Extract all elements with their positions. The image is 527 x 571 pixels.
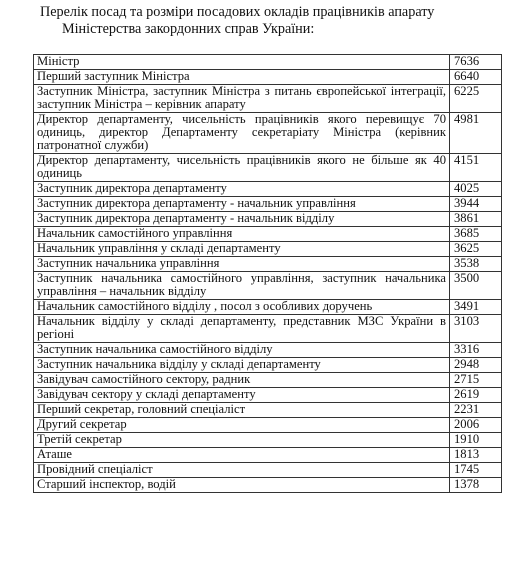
- table-row: [34, 478, 502, 493]
- table-row: [34, 373, 502, 388]
- table-row: [34, 448, 502, 463]
- position-cell: Начальник управління у складі департаменту: [34, 242, 450, 257]
- salary-cell: 3500: [450, 272, 502, 300]
- position-cell: Аташе: [34, 448, 450, 463]
- position-cell: Заступник начальника відділу у складі департаменту: [34, 358, 450, 373]
- position-cell: Заступник директора департаменту - начальник відділу: [34, 212, 450, 227]
- salary-cell: 2619: [450, 388, 502, 403]
- document-title-line-2: Міністерства закордонних справ України:: [62, 21, 315, 37]
- salary-cell: 6640: [450, 70, 502, 85]
- salary-cell: 1910: [450, 433, 502, 448]
- table-row: [34, 433, 502, 448]
- salary-cell: 4025: [450, 182, 502, 197]
- position-cell: Заступник директора департаменту: [34, 182, 450, 197]
- table-row: [34, 242, 502, 257]
- position-cell: Заступник директора департаменту - начальник управління: [34, 197, 450, 212]
- salary-cell: 2715: [450, 373, 502, 388]
- position-cell: Перший секретар, головний спеціаліст: [34, 403, 450, 418]
- table-row: [34, 257, 502, 272]
- table-row: [34, 113, 502, 154]
- positions-salary-table: [33, 54, 502, 493]
- document-title: [40, 4, 480, 38]
- position-cell: Заступник начальника управління: [34, 257, 450, 272]
- position-cell: Міністр: [34, 55, 450, 70]
- salary-cell: 7636: [450, 55, 502, 70]
- position-cell: Начальник відділу у складі департаменту, представник МЗС України в регіоні: [34, 315, 450, 343]
- position-cell: Старший інспектор, водій: [34, 478, 450, 493]
- table-row: [34, 212, 502, 227]
- table-row: [34, 85, 502, 113]
- position-cell: Завідувач сектору у складі департаменту: [34, 388, 450, 403]
- table-row: [34, 463, 502, 478]
- table-row: [34, 343, 502, 358]
- salary-cell: 3861: [450, 212, 502, 227]
- table-row: [34, 197, 502, 212]
- position-cell: Другий секретар: [34, 418, 450, 433]
- salary-cell: 4151: [450, 154, 502, 182]
- table-row: [34, 403, 502, 418]
- salary-cell: 3625: [450, 242, 502, 257]
- position-cell: Завідувач самостійного сектору, радник: [34, 373, 450, 388]
- salary-cell: 3491: [450, 300, 502, 315]
- table-row: [34, 272, 502, 300]
- position-cell: Заступник Міністра, заступник Міністра з питань європейської інтеграції, заступник Міністра – керівник апарату: [34, 85, 450, 113]
- table-row: [34, 300, 502, 315]
- table-row: [34, 418, 502, 433]
- table-row: [34, 358, 502, 373]
- salary-cell: 1745: [450, 463, 502, 478]
- salary-cell: 2006: [450, 418, 502, 433]
- table-row: [34, 70, 502, 85]
- position-cell: Провідний спеціаліст: [34, 463, 450, 478]
- table-row: [34, 315, 502, 343]
- position-cell: Третій секретар: [34, 433, 450, 448]
- salary-cell: 6225: [450, 85, 502, 113]
- position-cell: Начальник самостійного управління: [34, 227, 450, 242]
- table-row: [34, 55, 502, 70]
- positions-salary-table-body: [34, 55, 502, 493]
- salary-cell: 3316: [450, 343, 502, 358]
- salary-cell: 3944: [450, 197, 502, 212]
- salary-cell: 3103: [450, 315, 502, 343]
- table-row: [34, 227, 502, 242]
- salary-cell: 3538: [450, 257, 502, 272]
- position-cell: Директор департаменту, чисельність працівників якого не більше як 40 одиниць: [34, 154, 450, 182]
- salary-cell: 1378: [450, 478, 502, 493]
- salary-cell: 4981: [450, 113, 502, 154]
- position-cell: Заступник начальника самостійного відділу: [34, 343, 450, 358]
- table-row: [34, 154, 502, 182]
- position-cell: Заступник начальника самостійного управління, заступник начальника управління – начальник відділу: [34, 272, 450, 300]
- position-cell: Перший заступник Міністра: [34, 70, 450, 85]
- position-cell: Директор департаменту, чисельність працівників якого перевищує 70 одиниць, директор Департаменту секретаріату Міністра (керівник патронатної служби): [34, 113, 450, 154]
- position-cell: Начальник самостійного відділу , посол з особливих доручень: [34, 300, 450, 315]
- salary-cell: 2231: [450, 403, 502, 418]
- salary-cell: 1813: [450, 448, 502, 463]
- salary-cell: 2948: [450, 358, 502, 373]
- table-row: [34, 182, 502, 197]
- table-row: [34, 388, 502, 403]
- document-title-line-1: Перелік посад та розміри посадових окладів працівників апарату: [40, 4, 435, 20]
- salary-cell: 3685: [450, 227, 502, 242]
